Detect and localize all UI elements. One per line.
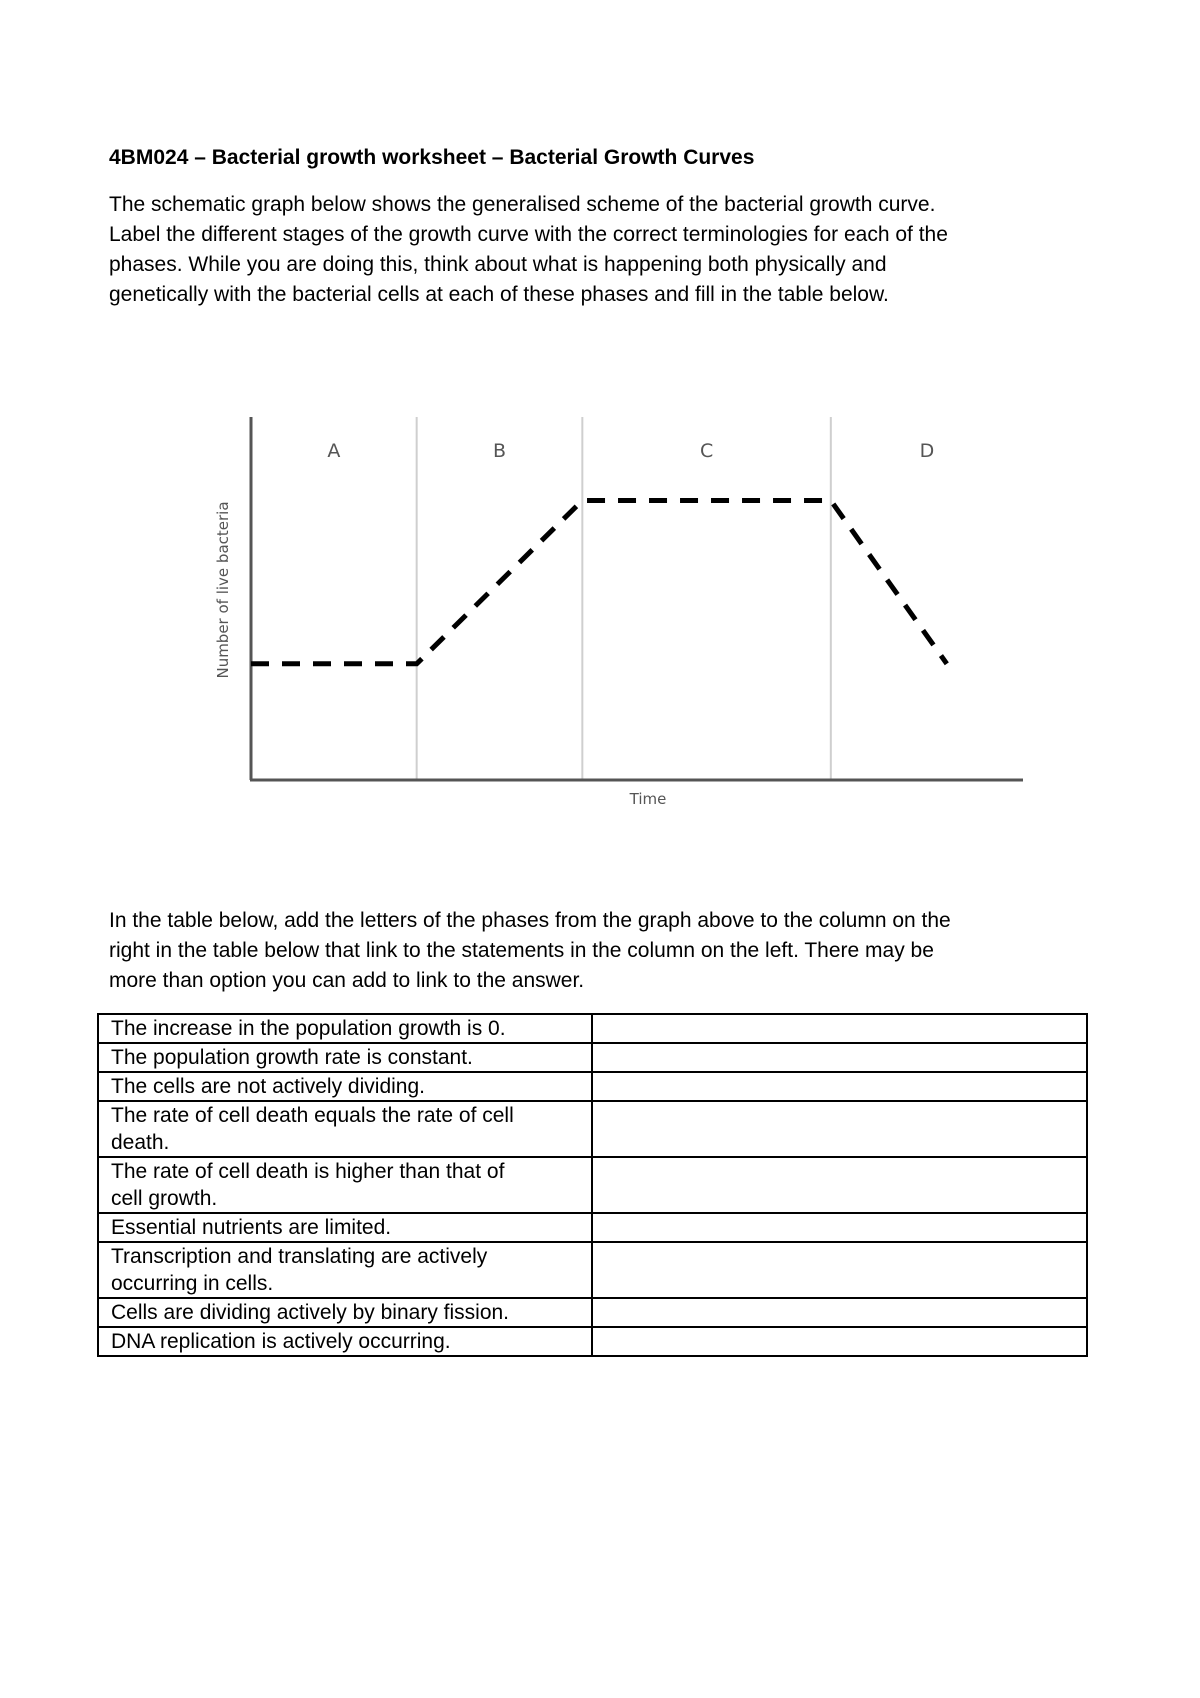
statement-text: The cells are not actively dividing. [111,1075,425,1098]
y-axis-label: Number of live bacteria [214,501,232,679]
table-row [98,1327,1087,1356]
answer-cell[interactable] [592,1043,1087,1072]
table-row [98,1157,1087,1213]
phase-label-b: B [492,440,507,462]
intro-line: Label the different stages of the growth curve with the correct terminologies for each of the [109,223,948,246]
statement-text: The rate of cell death is higher than that of [111,1160,505,1183]
answer-cell[interactable] [592,1298,1087,1327]
statement-text: DNA replication is actively occurring. [111,1330,451,1353]
page-title: 4BM024 – Bacterial growth worksheet – Bacterial Growth Curves [109,146,755,169]
instructions-line: more than option you can add to link to the answer. [109,969,585,992]
statement-cell [98,1072,592,1101]
statement-text: cell growth. [111,1187,218,1210]
instructions-paragraph [109,906,1109,996]
table-row [98,1014,1087,1043]
statement-cell [98,1157,592,1213]
answer-cell[interactable] [592,1072,1087,1101]
statement-text: death. [111,1131,170,1154]
statement-text: The rate of cell death equals the rate of cell [111,1104,514,1127]
answer-cell[interactable] [592,1101,1087,1157]
answer-cell[interactable] [592,1157,1087,1213]
answer-cell[interactable] [592,1014,1087,1043]
intro-paragraph [109,190,1109,310]
phase-matching-table [97,1013,1088,1357]
growth-curve-line [251,501,947,664]
statement-cell [98,1101,592,1157]
x-axis-label: Time [629,790,667,808]
table-row [98,1242,1087,1298]
answer-cell[interactable] [592,1213,1087,1242]
instructions-line: right in the table below that link to the statements in the column on the left. There may be [109,939,934,962]
statement-cell [98,1242,592,1298]
statement-cell [98,1213,592,1242]
table-row [98,1072,1087,1101]
statement-text: Essential nutrients are limited. [111,1216,392,1239]
statement-text: Cells are dividing actively by binary fission. [111,1301,510,1324]
phase-label-c: C [699,440,714,462]
statement-cell [98,1298,592,1327]
statement-cell [98,1043,592,1072]
statement-cell [98,1327,592,1356]
table-row [98,1043,1087,1072]
instructions-line: In the table below, add the letters of the phases from the graph above to the column on the [109,909,951,932]
intro-line: The schematic graph below shows the generalised scheme of the bacterial growth curve. [109,193,936,216]
statement-cell [98,1014,592,1043]
phase-label-a: A [327,440,341,462]
table-row [98,1298,1087,1327]
phase-label-d: D [919,440,935,462]
answer-cell[interactable] [592,1242,1087,1298]
statement-text: Transcription and translating are actively [111,1245,488,1268]
table-row [98,1101,1087,1157]
statement-text: The increase in the population growth is 0. [111,1017,506,1040]
intro-line: phases. While you are doing this, think about what is happening both physically and [109,253,887,276]
statement-text: occurring in cells. [111,1272,274,1295]
statement-text: The population growth rate is constant. [111,1046,473,1069]
table-row [98,1213,1087,1242]
intro-line: genetically with the bacterial cells at each of these phases and fill in the table below. [109,283,889,306]
answer-cell[interactable] [592,1327,1087,1356]
